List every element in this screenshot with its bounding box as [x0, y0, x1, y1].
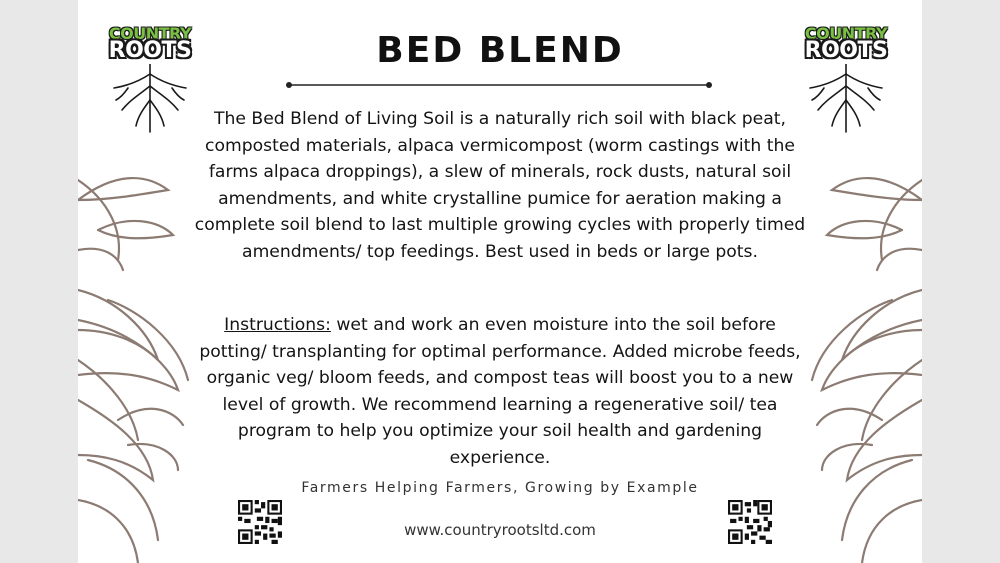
- right-margin-band: [922, 0, 1000, 563]
- left-margin-band: [0, 0, 78, 563]
- instructions-paragraph: [188, 312, 812, 471]
- instructions-text: wet and work an even moisture into the soil before potting/ transplanting for optimal performance. Added microbe feeds, organic veg/ bloom feeds, and compost teas will boost you to a new level of growth. We recommend learning a regenerative soil/ tea program to help you optimize your soil health and gardening experience.: [199, 315, 801, 468]
- roots-illustration: [108, 64, 192, 134]
- instructions-label: Instructions:: [224, 315, 331, 335]
- logo-line2: ROOTS: [804, 38, 888, 63]
- page-title: BED BLEND: [376, 30, 624, 71]
- roots-illustration: [804, 64, 888, 134]
- logo-line1: COUNTRY: [108, 24, 192, 43]
- qr-code-icon[interactable]: [728, 500, 772, 544]
- product-card: [78, 0, 922, 563]
- product-description: The Bed Blend of Living Soil is a naturally rich soil with black peat, composted materials, alpaca vermicompost (worm castings with the farms alpaca droppings), a slew of minerals, rock dusts, natural soil amendments, and white crystalline pumice for aeration making a complete soil blend to last multiple growing cycles with properly timed amendments/ top feedings. Best used in beds or large pots.: [194, 109, 806, 262]
- logo-line1: COUNTRY: [804, 24, 888, 43]
- title-divider: [284, 80, 714, 90]
- logo-line2: ROOTS: [108, 38, 192, 63]
- tagline: Farmers Helping Farmers, Growing by Example: [301, 480, 699, 496]
- website-link[interactable]: www.countryrootsltd.com: [404, 521, 596, 539]
